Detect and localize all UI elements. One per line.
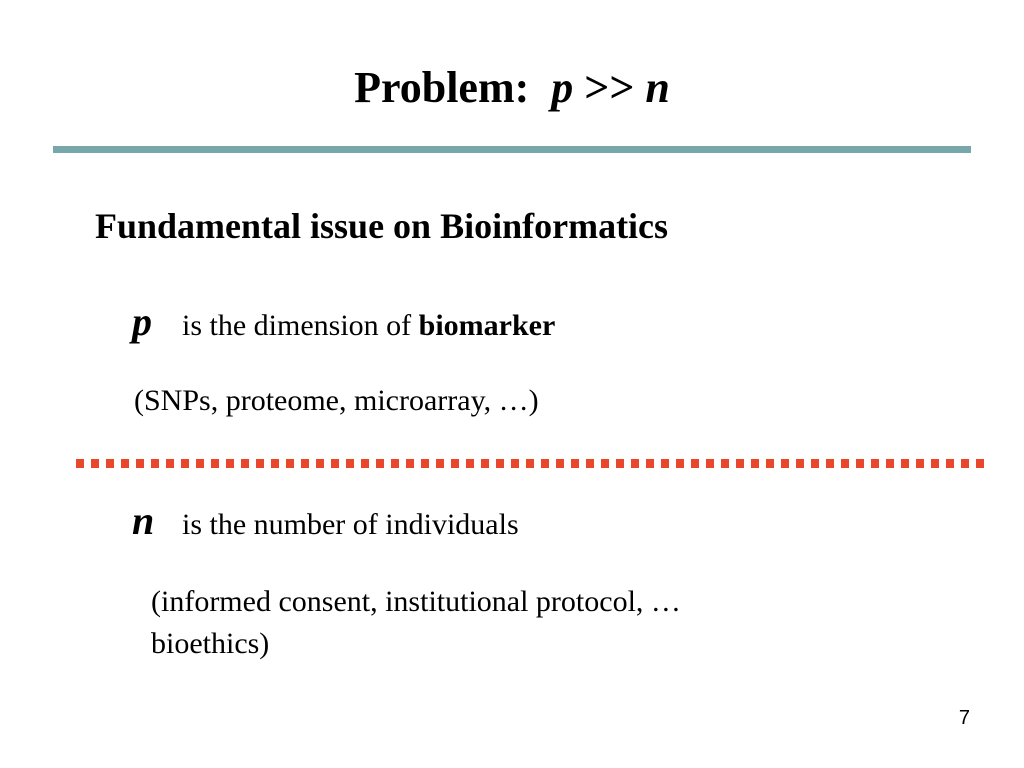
- page-number: 7: [958, 707, 970, 729]
- dotted-divider: [76, 459, 991, 468]
- n-note-line-2: bioethics): [151, 627, 270, 660]
- title-underline-rule: [53, 146, 971, 153]
- title-variable-n: n: [645, 63, 670, 112]
- slide-title: [0, 58, 1024, 118]
- title-variable-p: p: [551, 63, 574, 112]
- n-definition: [132, 497, 519, 554]
- p-definition-text: is the dimension of: [182, 309, 419, 342]
- n-examples-note: [151, 581, 681, 665]
- p-definition-emphasis: biomarker: [418, 309, 556, 342]
- n-definition-text: is the number of individuals: [182, 508, 519, 541]
- title-operator: >>: [584, 63, 635, 112]
- p-definition: [132, 298, 555, 355]
- p-examples-note: (SNPs, proteome, microarray, …): [134, 384, 539, 417]
- n-note-line-1: (informed consent, institutional protocol, …: [151, 585, 681, 618]
- p-symbol: p: [132, 299, 152, 344]
- title-prefix: Problem:: [354, 63, 530, 112]
- section-heading: Fundamental issue on Bioinformatics: [95, 206, 669, 246]
- n-symbol: n: [132, 498, 155, 543]
